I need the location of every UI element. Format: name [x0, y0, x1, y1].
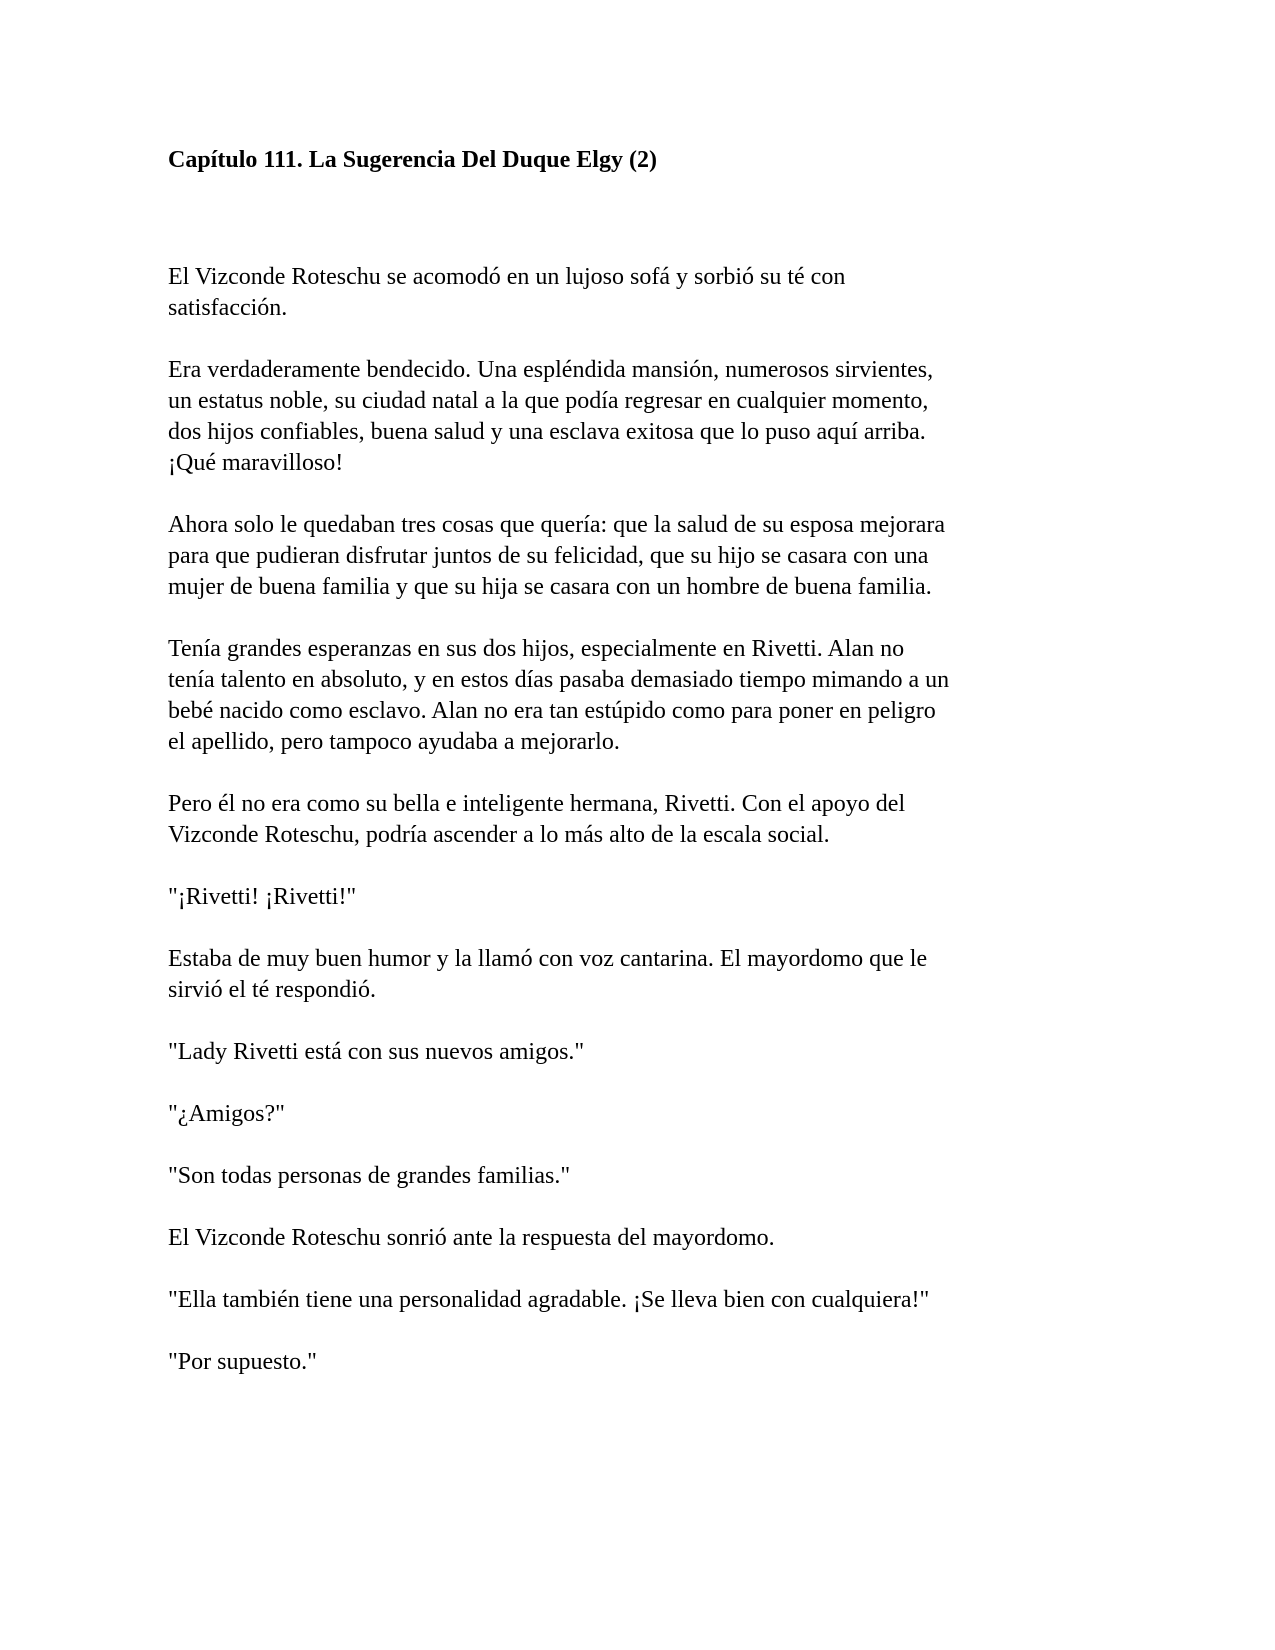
paragraph	[168, 1037, 1068, 1068]
text-line: Tenía grandes esperanzas en sus dos hijos, especialmente en Rivetti. Alan no	[168, 636, 905, 662]
text-line: Ahora solo le quedaban tres cosas que quería: que la salud de su esposa mejorara	[168, 512, 946, 538]
text-line: Estaba de muy buen humor y la llamó con voz cantarina. El mayordomo que le	[168, 946, 928, 972]
text-line: un estatus noble, su ciudad natal a la que podía regresar en cualquier momento,	[168, 388, 929, 414]
paragraph	[168, 355, 1068, 479]
text-line: "Son todas personas de grandes familias."	[168, 1163, 571, 1189]
chapter-body	[168, 262, 1068, 1409]
text-line: Vizconde Roteschu, podría ascender a lo más alto de la escala social.	[168, 822, 830, 848]
text-line: Era verdaderamente bendecido. Una espléndida mansión, numerosos sirvientes,	[168, 357, 934, 383]
paragraph	[168, 634, 1068, 758]
text-line: El Vizconde Roteschu se acomodó en un lujoso sofá y sorbió su té con	[168, 264, 846, 290]
text-line: para que pudieran disfrutar juntos de su felicidad, que su hijo se casara con una	[168, 543, 929, 569]
paragraph	[168, 1347, 1068, 1378]
text-line: "Por supuesto."	[168, 1349, 317, 1375]
text-line: "Lady Rivetti está con sus nuevos amigos."	[168, 1039, 585, 1065]
paragraph	[168, 882, 1068, 913]
paragraph	[168, 1099, 1068, 1130]
text-line: "¿Amigos?"	[168, 1101, 285, 1127]
paragraph	[168, 1161, 1068, 1192]
text-line: ¡Qué maravilloso!	[168, 450, 344, 476]
text-line: "¡Rivetti! ¡Rivetti!"	[168, 884, 357, 910]
chapter-title: Capítulo 111. La Sugerencia Del Duque Elgy (2)	[168, 147, 657, 173]
text-line: el apellido, pero tampoco ayudaba a mejorarlo.	[168, 729, 620, 755]
paragraph	[168, 789, 1068, 851]
text-line: "Ella también tiene una personalidad agradable. ¡Se lleva bien con cualquiera!"	[168, 1287, 930, 1313]
text-line: sirvió el té respondió.	[168, 977, 376, 1003]
paragraph	[168, 510, 1068, 603]
paragraph	[168, 262, 1068, 324]
text-line: satisfacción.	[168, 295, 288, 321]
paragraph	[168, 1285, 1068, 1316]
text-line: mujer de buena familia y que su hija se casara con un hombre de buena familia.	[168, 574, 932, 600]
text-line: tenía talento en absoluto, y en estos días pasaba demasiado tiempo mimando a un	[168, 667, 950, 693]
paragraph	[168, 944, 1068, 1006]
text-line: Pero él no era como su bella e inteligente hermana, Rivetti. Con el apoyo del	[168, 791, 906, 817]
text-line: dos hijos confiables, buena salud y una esclava exitosa que lo puso aquí arriba.	[168, 419, 926, 445]
paragraph	[168, 1223, 1068, 1254]
text-line: bebé nacido como esclavo. Alan no era tan estúpido como para poner en peligro	[168, 698, 936, 724]
text-line: El Vizconde Roteschu sonrió ante la respuesta del mayordomo.	[168, 1225, 775, 1251]
